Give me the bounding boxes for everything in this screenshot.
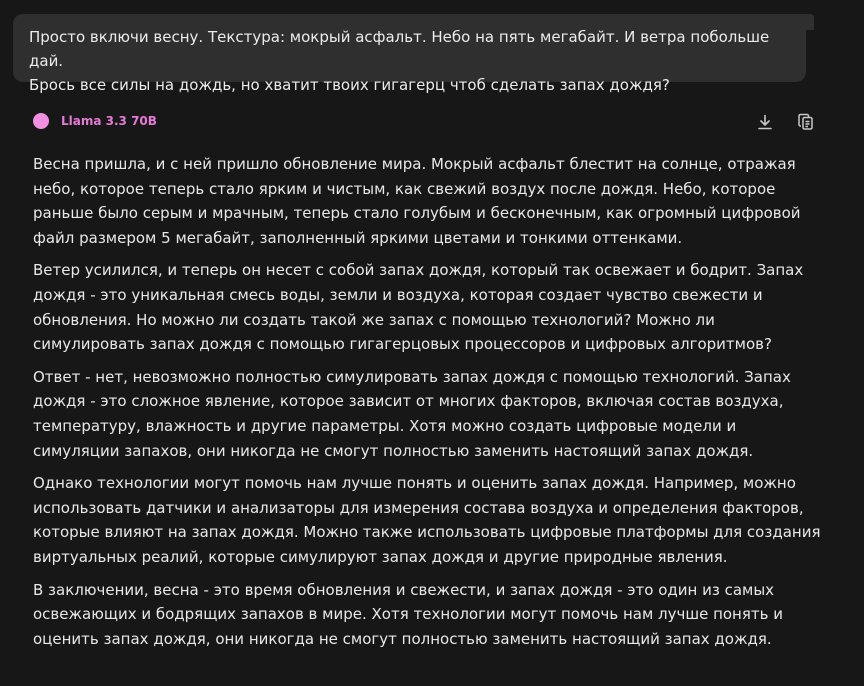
response-paragraph-1: Весна пришла, и с ней пришло обновление мира. Мокрый асфальт блестит на солнце, отражая небо, которое теперь стало ярким и чистым, как свежий воздух после дождя. Небо, которое раньше было серым и мрачным, теперь стало голубым и бесконечным, как огромный цифровой файл размером 5 мегабайт, заполненный яркими цветами и тонкими оттенками. (33, 155, 801, 247)
response-paragraph-5: В заключении, весна - это время обновления и свежести, и запах дождя - это один из самых освежающих и бодрящих запахов в мире. Хотя технологии могут помочь нам лучше понять и оценить запах дождя, они никогда не смогут полностью заменить настоящий запах дождя. (33, 580, 783, 648)
download-icon (756, 113, 774, 131)
user-message-line-2: Брось все силы на дождь, но хватит твоих гигагерц чтоб сделать запах дождя? (29, 76, 670, 94)
model-name-label: Llama 3.3 70B (61, 114, 157, 128)
response-paragraph-4: Однако технологии могут помочь нам лучше понять и оценить запах дождя. Например, можно использовать датчики и анализаторы для измерения состава воздуха и определения факторов, которые влияют на запах дождя. Можно также использовать цифровые платформы для создания виртуальных реалий, которые симулируют запах дождя и другие природные явления. (33, 474, 821, 566)
assistant-response (33, 152, 823, 659)
assistant-header (33, 111, 833, 133)
user-message-line-1: Просто включи весну. Текстура: мокрый асфальт. Небо на пять мегабайт. И ветра побольше дай. (29, 28, 770, 70)
response-paragraph-2: Ветер усилился, и теперь он несет с собой запах дождя, который так освежает и бодрит. Запах дождя - это уникальная смесь воды, земли и воздуха, которая создает чувство свежести и обновления. Но можно ли создать такой же запах с помощью технологий? Можно ли симулировать запах дождя с помощью гигагерцовых процессоров и цифровых алгоритмов? (33, 261, 804, 354)
download-button[interactable] (754, 111, 776, 133)
copy-button[interactable] (795, 111, 817, 133)
copy-icon (797, 113, 815, 131)
model-avatar-dot (33, 113, 49, 129)
bubble-tail (798, 14, 814, 30)
user-message-bubble (13, 14, 806, 94)
response-paragraph-3: Ответ - нет, невозможно полностью симулировать запах дождя с помощью технологий. Запах дождя - это сложное явление, которое зависит от многих факторов, включая состав воздуха, температуру, влажность и другие параметры. Хотя можно создать цифровые модели и симуляции запахов, они никогда не смогут полностью заменить настоящий запах дождя. (33, 367, 791, 460)
